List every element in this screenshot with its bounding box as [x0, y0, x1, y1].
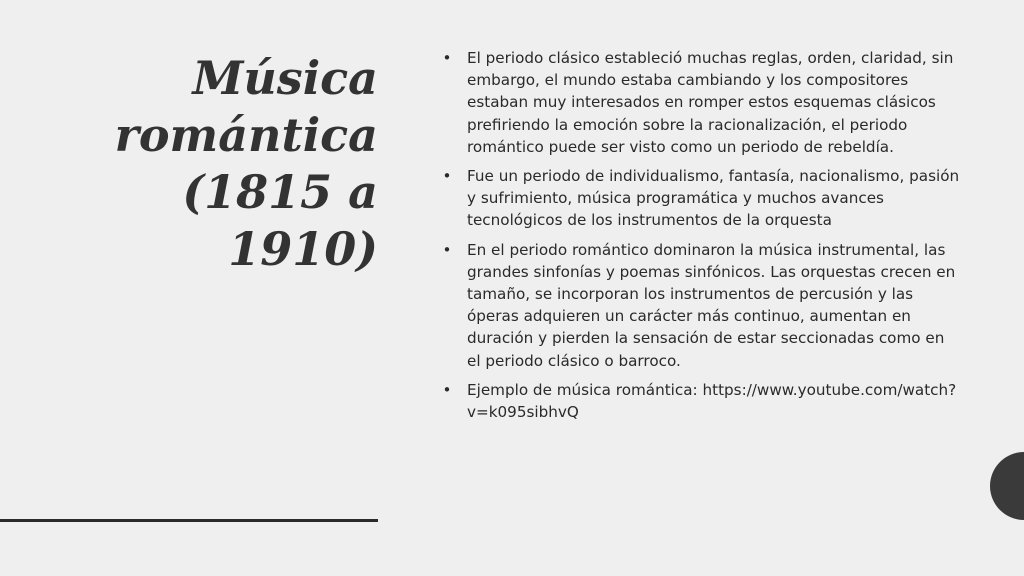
- title-line: 1910): [228, 222, 378, 276]
- bullet-item: [440, 47, 960, 158]
- bullet-icon: •: [442, 49, 452, 67]
- bullet-list: [440, 47, 960, 430]
- bullet-text: Ejemplo de música romántica: https://www.youtube.com/watch?v=k095sibhvQ: [467, 380, 957, 422]
- bullet-item: [440, 165, 960, 232]
- bullet-icon: •: [442, 240, 452, 259]
- bullet-text: Fue un periodo de individualismo, fantasía, nacionalismo, pasión y sufrimiento, música programática y muchos avances tecnológicos de los instrumentos de la orquesta: [467, 167, 960, 230]
- title-line: (1815 a: [182, 165, 378, 219]
- title-underline-divider: [0, 519, 378, 522]
- bullet-text: En el periodo romántico dominaron la música instrumental, las grandes sinfonías y poemas sinfónicos. Las orquestas crecen en tamaño, se incorporan los instrumentos de percusión y las óperas adquieren un carácter más continuo, aumentan en duración y pierden la sensación de estar seccionadas como en el periodo clásico o barroco.: [467, 240, 956, 370]
- decorative-circle: [990, 452, 1024, 520]
- bullet-item: [440, 239, 960, 372]
- slide-title: [60, 50, 378, 278]
- bullet-icon: •: [442, 380, 452, 399]
- title-line: Música: [192, 51, 378, 105]
- bullet-item: [440, 379, 960, 423]
- title-line: romántica: [114, 108, 378, 162]
- bullet-text: El periodo clásico estableció muchas reglas, orden, claridad, sin embargo, el mundo estaba cambiando y los compositores estaban muy interesados en romper estos esquemas clásicos prefiriendo la emoción sobre la racionalización, el periodo romántico puede ser visto como un periodo de rebeldía.: [467, 49, 954, 156]
- bullet-icon: •: [442, 167, 452, 186]
